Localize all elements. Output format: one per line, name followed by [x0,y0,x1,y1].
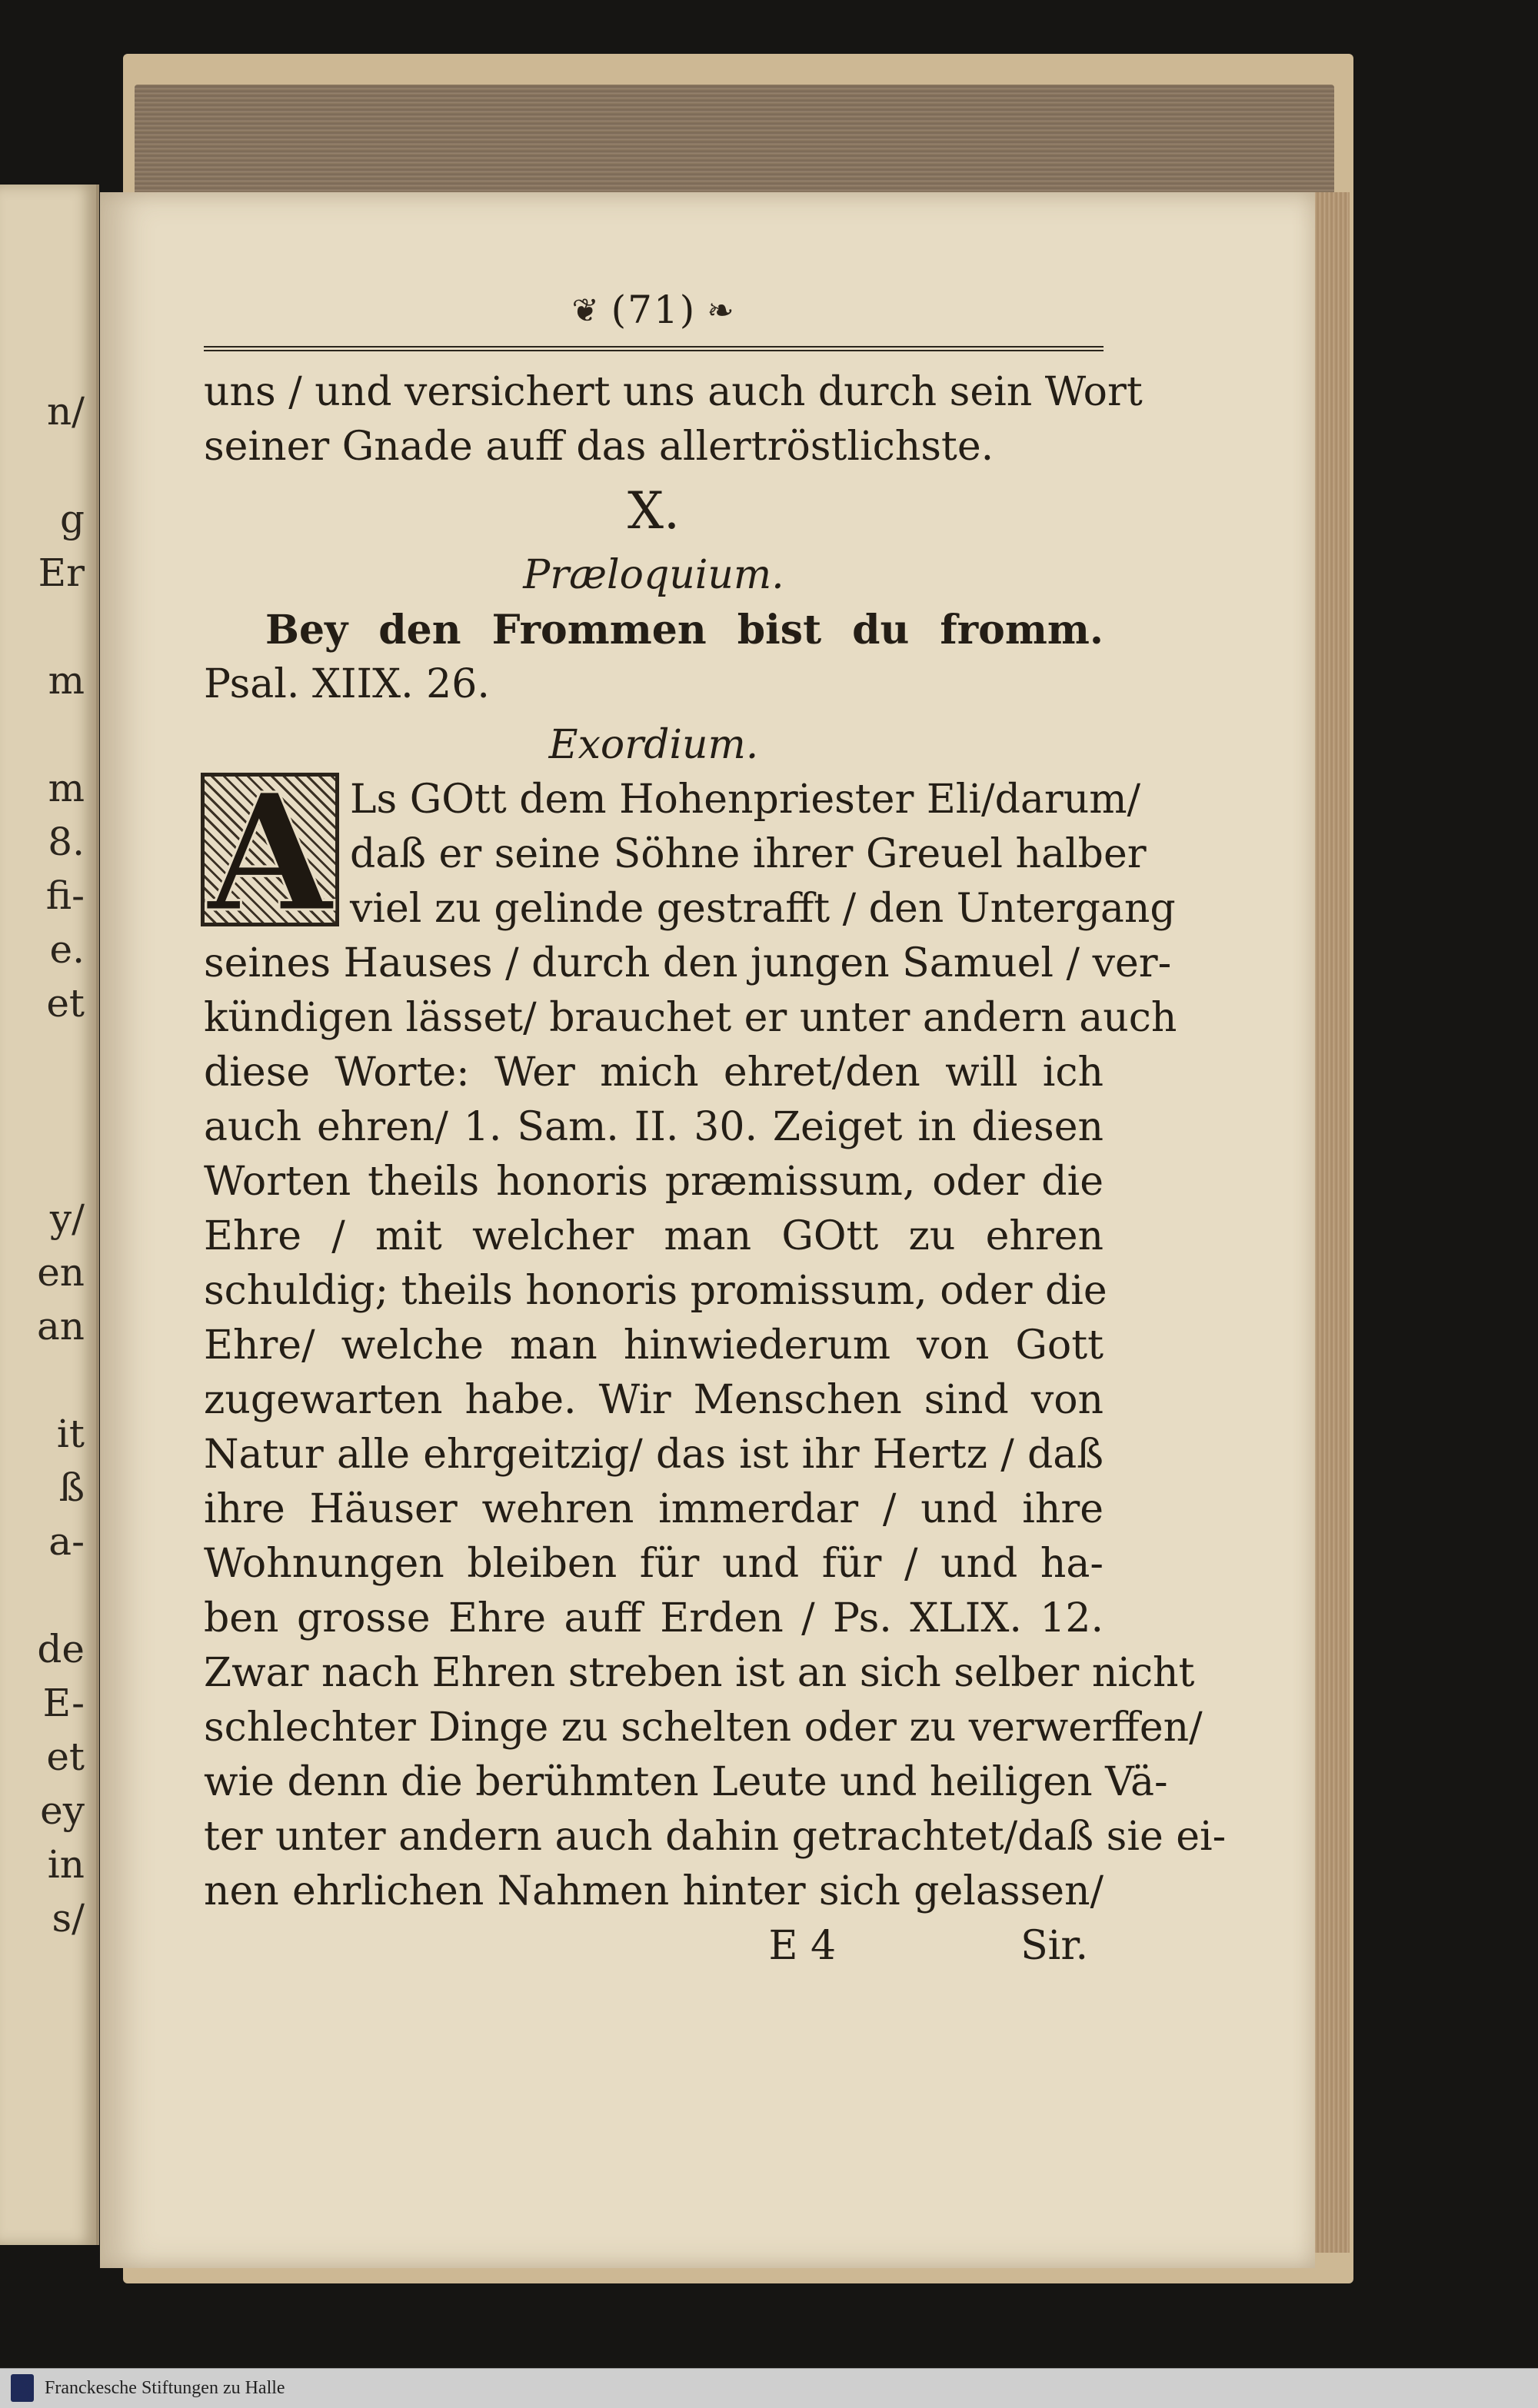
exordium-line: nen ehrlichen Nahmen hinter sich gelassen/ [204,1868,1104,1914]
exordium-title: Exordium. [548,722,759,768]
exordium-line: Ehre / mit welcher man GOtt zu ehren [204,1213,1104,1259]
exordium-line: Zwar nach Ehren streben ist an sich selber nicht [204,1650,1195,1696]
page-footer [204,1919,1104,1973]
left-page-fragment [0,1568,85,1622]
left-page-fragment [0,438,85,492]
praeloquium-title: Præloquium. [523,552,784,598]
left-page-fragment: ß [58,1465,85,1510]
page-number: (71) [611,288,697,332]
continuation-line: uns / und versichert uns auch durch sein Wort [204,369,1143,415]
exordium-line: kündigen lässet/ brauchet er unter andern auch [204,995,1177,1041]
institution-name: Franckesche Stiftungen zu Halle [45,2378,285,2398]
book-fore-edge [1311,192,1350,2253]
caption-bar [0,2368,1538,2408]
exordium-line: viel zu gelinde gestrafft / den Untergang [350,886,1176,932]
exordium-line: schlechter Dinge zu schelten oder zu verwerffen/ [204,1705,1203,1751]
left-page-text-fragments [0,384,85,1945]
exordium-line: diese Worte: Wer mich ehret/den will ich [204,1049,1104,1096]
page-header [204,284,1104,335]
exordium-paragraph [204,758,1227,1919]
exordium-line: Natur alle ehrgeitzig/ das ist ihr Hertz / daß [204,1432,1104,1478]
signature-mark: E 4 [768,1923,837,1969]
exordium-line: Ehre/ welche man hinwiederum von Gott [204,1322,1104,1369]
left-page [0,185,99,2245]
left-page-fragment: y/ [49,1196,85,1241]
exordium-line: schuldig; theils honoris promissum, oder die [204,1268,1107,1314]
left-page-fragment [0,707,85,761]
left-page-fragment: an [36,1304,85,1349]
praeloquium-reference: Psal. XIIX. 26. [204,661,490,707]
left-page-fragment [0,600,85,654]
left-page-fragment: E- [42,1681,85,1725]
catchword: Sir. [1020,1923,1088,1969]
right-ornament-icon: ❧ [707,291,736,329]
left-page-fragment [0,1353,85,1407]
institution-logo-icon [11,2374,34,2402]
exordium-line: Worten theils honoris præmissum, oder die [204,1159,1104,1205]
left-page-fragment: g [59,497,85,541]
page-content [204,284,1227,1973]
exordium-line: ter unter andern auch dahin getrachtet/daß sie ei- [204,1814,1227,1860]
exordium-line: ben grosse Ehre auff Erden / Ps. XLIX. 12. [204,1595,1104,1641]
exordium-line: Ls GOtt dem Hohenpriester Eli/darum/ [350,777,1141,823]
left-page-fragment: 8. [48,820,85,864]
left-page-fragment: ey [40,1788,85,1833]
left-page-fragment: n/ [46,389,85,434]
left-ornament-icon: ❦ [571,291,601,329]
continuation-line: seiner Gnade auff das allertröstlichste. [204,424,994,470]
left-page-fragment [0,1084,85,1138]
left-page-fragment: de [37,1627,85,1671]
left-page-fragment: et [46,981,85,1026]
header-rule [204,346,1104,351]
right-page [100,192,1315,2268]
exordium-line: zugewarten habe. Wir Menschen sind von [204,1377,1104,1423]
left-page-fragment: it [56,1412,85,1456]
left-page-fragment: s/ [52,1896,85,1941]
exordium-line: ihre Häuser wehren immerdar / und ihre [204,1486,1104,1532]
left-page-fragment: fi- [45,873,85,918]
exordium-line: Wohnungen bleiben für und für / und ha- [204,1541,1104,1587]
left-page-fragment: en [37,1250,85,1295]
left-page-fragment: et [46,1734,85,1779]
decorated-initial: A [201,773,339,926]
left-page-fragment [0,1030,85,1084]
left-page-fragment: m [48,766,85,810]
exordium-line: seines Hauses / durch den jungen Samuel / ver- [204,940,1172,986]
left-page-fragment: in [47,1842,85,1887]
left-page-fragment: m [48,658,85,703]
exordium-line: daß er seine Söhne ihrer Greuel halber [350,831,1147,877]
left-page-fragment [0,1138,85,1192]
left-page-fragment: e. [49,927,85,972]
praeloquium-line: Bey den Frommen bist du fromm. [265,607,1104,654]
section-number: X. [628,481,680,540]
left-page-fragment: Er [38,550,85,595]
exordium-line: auch ehren/ 1. Sam. II. 30. Zeiget in diesen [204,1104,1104,1150]
exordium-line: wie denn die berühmten Leute und heiligen Vä- [204,1759,1168,1805]
left-page-fragment: a- [48,1519,85,1564]
